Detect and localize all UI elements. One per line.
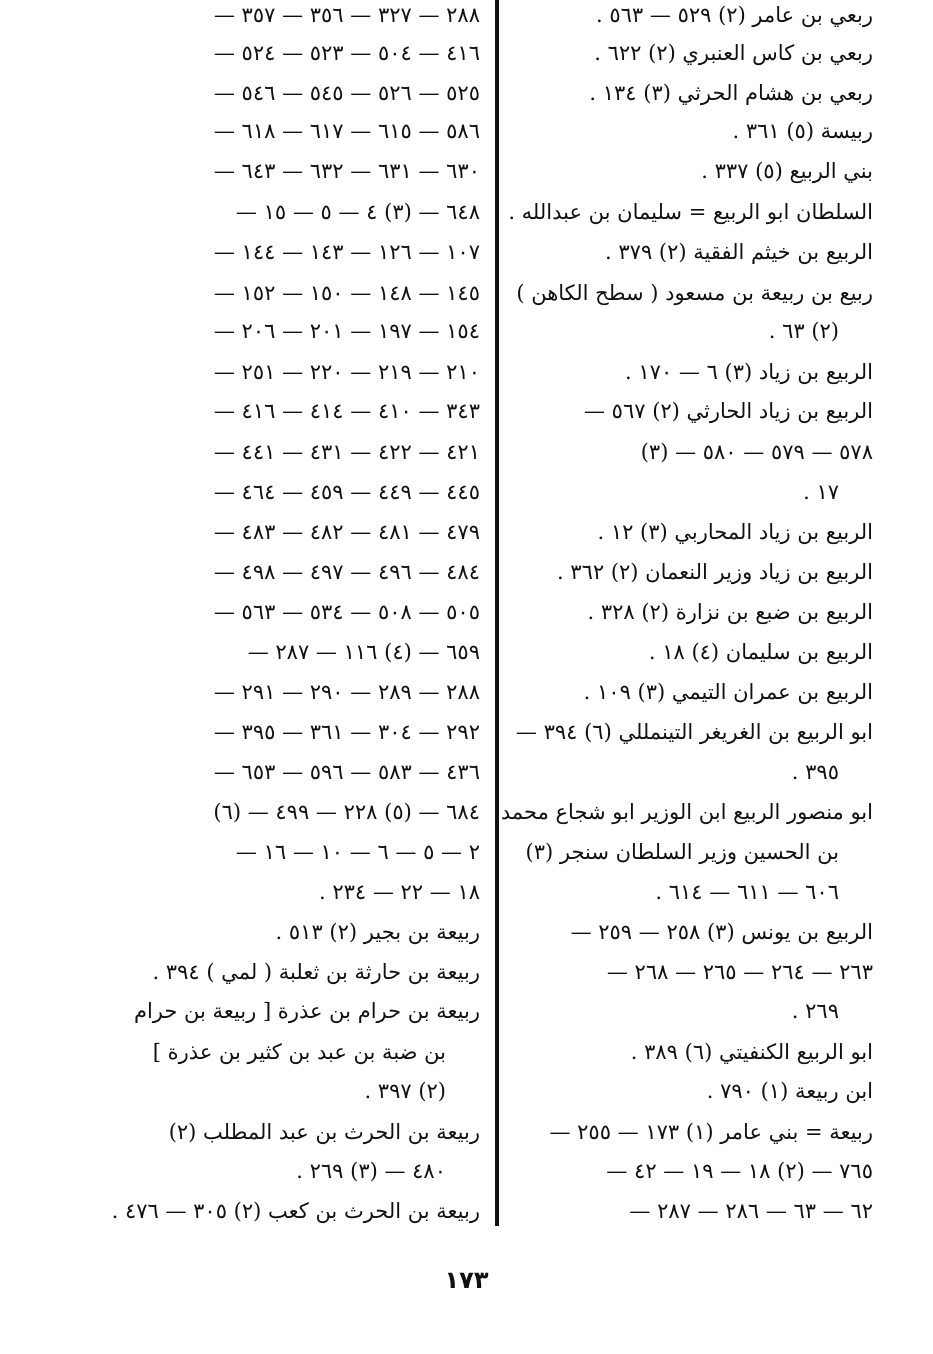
index-line: ١٠٧ — ١٢٦ — ١٤٣ — ١٤٤ — <box>213 240 480 264</box>
index-line: الربيع بن يونس (٣) ٢٥٨ — ٢٥٩ — <box>570 920 873 944</box>
index-line: ٦٥٩ — (٤) ١١٦ — ٢٨٧ — <box>247 640 480 664</box>
index-line: الربيع بن ضبع بن نزارة (٢) ٣٢٨ . <box>587 600 873 624</box>
index-line: ٤٨٤ — ٤٩٦ — ٤٩٧ — ٤٩٨ — <box>213 560 480 584</box>
column-divider <box>495 0 499 1226</box>
index-line: ٣٤٣ — ٤١٠ — ٤١٤ — ٤١٦ — <box>213 399 480 423</box>
index-line-continued: بن ضبة بن عبد بن كثير بن عذرة ] <box>152 1040 446 1064</box>
index-line: ٧٦٥ — (٢) ١٨ — ١٩ — ٤٢ — <box>606 1159 873 1183</box>
index-line-continued: (٢) ٣٩٧ . <box>364 1079 446 1103</box>
index-line: ربيعة بن حارثة بن ثعلبة ( لمي ) ٣٩٤ . <box>152 960 480 984</box>
index-line: ٢٦٣ — ٢٦٤ — ٢٦٥ — ٢٦٨ — <box>606 960 873 984</box>
index-line: ١٨ — ٢٢ — ٢٣٤ . <box>318 880 480 904</box>
index-line: ٢٨٨ — ٣٢٧ — ٣٥٦ — ٣٥٧ — <box>213 3 480 27</box>
index-line: ٤٧٩ — ٤٨١ — ٤٨٢ — ٤٨٣ — <box>213 520 480 544</box>
index-line: ابو الربيع الكنفيتي (٦) ٣٨٩ . <box>630 1040 873 1064</box>
index-line: ربيعة بن الحرث بن عبد المطلب (٢) <box>168 1120 480 1144</box>
index-line: ٦٣٠ — ٦٣١ — ٦٣٢ — ٦٤٣ — <box>213 159 480 183</box>
index-line-continued: (٢) ٦٣ . <box>768 319 839 343</box>
index-line: ٦٤٨ — (٣) ٤ — ٥ — ١٥ — <box>235 200 480 224</box>
index-line: الربيع بن عمران التيمي (٣) ١٠٩ . <box>583 680 873 704</box>
index-line-continued: ٢٦٩ . <box>791 999 839 1023</box>
index-line: ٢٩٢ — ٣٠٤ — ٣٦١ — ٣٩٥ — <box>213 720 480 744</box>
index-line: ابن ربيعة (١) ٧٩٠ . <box>706 1079 873 1103</box>
index-line: ابو منصور الربيع ابن الوزير ابو شجاع محمد <box>500 800 873 824</box>
index-line: ٦٢ — ٦٣ — ٢٨٦ — ٢٨٧ — <box>629 1199 873 1223</box>
index-line: ١٤٥ — ١٤٨ — ١٥٠ — ١٥٢ — <box>213 281 480 305</box>
index-line-continued: ١٧ . <box>803 480 839 504</box>
index-line: ربيعة بن بجير (٢) ٥١٣ . <box>275 920 480 944</box>
index-line: ربيع بن ربيعة بن مسعود ( سطح الكاهن ) <box>516 281 873 305</box>
index-line: ٤٣٦ — ٥٨٣ — ٥٩٦ — ٦٥٣ — <box>213 760 480 784</box>
index-line: السلطان ابو الربيع = سليمان بن عبدالله . <box>508 200 873 224</box>
index-line: الربيع بن زياد المحاربي (٣) ١٢ . <box>597 520 873 544</box>
index-line: ربيعة بن الحرث بن كعب (٢) ٣٠٥ — ٤٧٦ . <box>111 1199 480 1223</box>
index-line: ربعي بن عامر (٢) ٥٢٩ — ٥٦٣ . <box>596 3 873 27</box>
index-line: ٥٧٨ — ٥٧٩ — ٥٨٠ — (٣) <box>640 440 873 464</box>
index-line: ٥٠٥ — ٥٠٨ — ٥٣٤ — ٥٦٣ — <box>213 600 480 624</box>
index-line: ٤٢١ — ٤٢٢ — ٤٣١ — ٤٤١ — <box>213 440 480 464</box>
index-line-continued: بن الحسين وزير السلطان سنجر (٣) <box>525 840 839 864</box>
index-line: ابو الربيع بن الغريغر التينمللي (٦) ٣٩٤ — <box>515 720 873 744</box>
index-line: الربيع بن خيثم الفقية (٢) ٣٧٩ . <box>605 240 873 264</box>
index-line: ١٥٤ — ١٩٧ — ٢٠١ — ٢٠٦ — <box>213 319 480 343</box>
index-line-continued: ٣٩٥ . <box>791 760 839 784</box>
index-line: ٥٨٦ — ٦١٥ — ٦١٧ — ٦١٨ — <box>213 119 480 143</box>
index-line: ٥٢٥ — ٥٢٦ — ٥٤٥ — ٥٤٦ — <box>213 81 480 105</box>
index-line: ٦٨٤ — (٥) ٢٢٨ — ٤٩٩ — (٦) <box>213 800 480 824</box>
index-line: ربيسة (٥) ٣٦١ . <box>732 119 873 143</box>
index-line-continued: ٦٠٦ — ٦١١ — ٦١٤ . <box>655 880 839 904</box>
index-line: الربيع بن زياد (٣) ٦ — ١٧٠ . <box>625 360 873 384</box>
index-line: ربيعة بن حرام بن عذرة [ ربيعة بن حرام <box>133 999 480 1023</box>
index-line: ٢٨٨ — ٢٨٩ — ٢٩٠ — ٢٩١ — <box>213 680 480 704</box>
index-line: ٢ — ٥ — ٦ — ١٠ — ١٦ — <box>235 840 480 864</box>
index-line: ٤٤٥ — ٤٤٩ — ٤٥٩ — ٤٦٤ — <box>213 480 480 504</box>
index-line: ٤١٦ — ٥٠٤ — ٥٢٣ — ٥٢٤ — <box>213 41 480 65</box>
index-line: ربيعة = بني عامر (١) ١٧٣ — ٢٥٥ — <box>549 1120 873 1144</box>
index-line-continued: ٤٨٠ — (٣) ٢٦٩ . <box>296 1159 446 1183</box>
index-line: بني الربيع (٥) ٣٣٧ . <box>701 159 873 183</box>
index-line: ربعي بن كاس العنبري (٢) ٦٢٢ . <box>594 41 873 65</box>
index-line: الربيع بن سليمان (٤) ١٨ . <box>648 640 873 664</box>
page-number: ١٧٣ <box>444 1266 489 1294</box>
index-line: ٢١٠ — ٢١٩ — ٢٢٠ — ٢٥١ — <box>213 360 480 384</box>
index-line: الربيع بن زياد وزير النعمان (٢) ٣٦٢ . <box>556 560 873 584</box>
index-line: ربعي بن هشام الحرثي (٣) ١٣٤ . <box>589 81 873 105</box>
index-line: الربيع بن زياد الحارثي (٢) ٥٦٧ — <box>583 399 873 423</box>
